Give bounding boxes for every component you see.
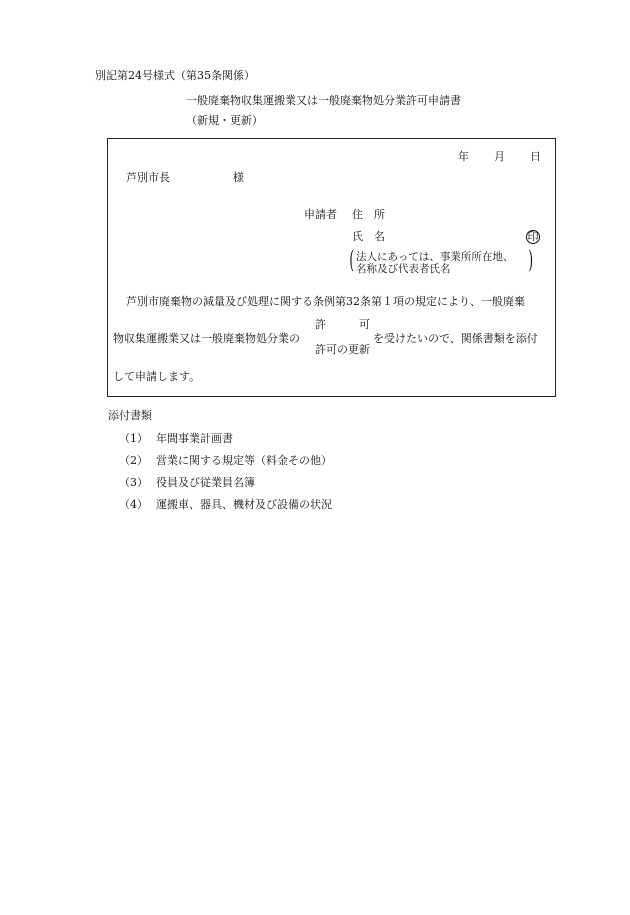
option-permit: 許 可 <box>315 318 370 331</box>
corp-note-open-bracket: ( <box>349 246 355 274</box>
seal-mark: 印 <box>527 230 539 243</box>
attachment-text: 営業に関する規定等（料金その他） <box>156 454 332 467</box>
applicant-label: 申請者 <box>304 208 337 221</box>
attachment-text: 年間事業計画書 <box>156 432 233 445</box>
form-number: 別記第24号様式（第35条関係） <box>95 69 255 82</box>
attachment-text: 運搬車、器具、機材及び設備の状況 <box>156 498 332 511</box>
body-line-1: 芦別市廃棄物の減量及び処理に関する条例第32条第１項の規定により、一般廃棄 <box>126 295 525 308</box>
attachment-number: （1） <box>119 432 148 445</box>
document-subtitle: （新規・更新） <box>186 114 263 127</box>
applicant-name-label: 氏 名 <box>352 230 385 243</box>
date-day-label: 日 <box>530 150 541 163</box>
body-line-2-prefix: 物収集運搬業又は一般廃棄物処分業の <box>113 332 300 345</box>
date-month-label: 月 <box>494 150 505 163</box>
body-line-3: して申請します。 <box>113 370 201 383</box>
attachment-number: （3） <box>119 476 148 489</box>
attachment-number: （4） <box>119 498 148 511</box>
body-line-2-suffix: を受けたいので、関係書類を添付 <box>373 332 538 345</box>
attachment-text: 役員及び従業員名簿 <box>156 476 255 489</box>
addressee-honorific: 様 <box>233 171 244 184</box>
option-renewal: 許可の更新 <box>315 343 370 356</box>
document-title: 一般廃棄物収集運搬業又は一般廃棄物処分業許可申請書 <box>186 94 461 107</box>
application-form-box <box>107 138 556 397</box>
corp-note-line1: 法人にあっては、事業所所在地、 <box>356 251 514 263</box>
addressee-name: 芦別市長 <box>126 171 170 184</box>
corp-note-close-bracket: ) <box>528 246 534 274</box>
date-year-label: 年 <box>458 150 469 163</box>
applicant-address-label: 住 所 <box>352 208 385 221</box>
corp-note-line2: 名称及び代表者氏名 <box>356 263 451 275</box>
attachments-heading: 添付書類 <box>108 409 152 422</box>
attachment-number: （2） <box>119 454 148 467</box>
